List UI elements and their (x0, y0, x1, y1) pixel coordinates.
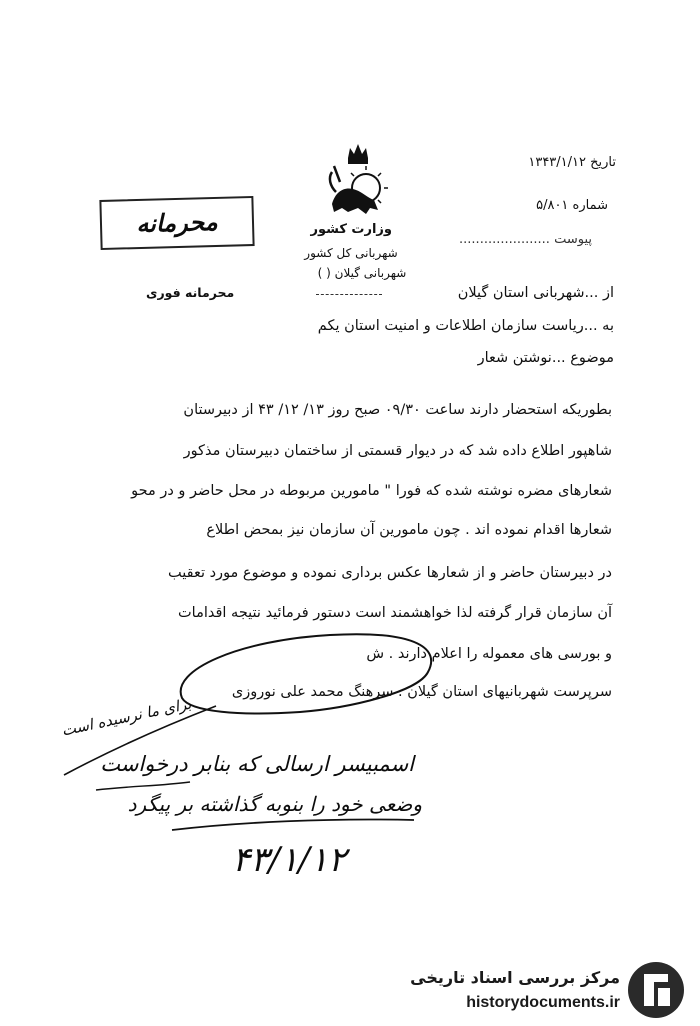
body-line-6: آن سازمان قرار گرفته لذا خواهشمند است دستور فرمائید نتیجه اقدامات (178, 605, 612, 621)
watermark-logo-icon (626, 960, 686, 1020)
watermark-url: historydocuments.ir (466, 994, 620, 1011)
body-line-2: شاهپور اطلاع داده شد که در دیوار قسمتی از ساختمان دبیرستان مذکور (183, 443, 612, 459)
handwritten-date: ۴۳/۱/۱۲ (232, 840, 347, 880)
body-line-3: شعارهای مضره نوشته شده که فورا " مامورین مربوطه در محل حاضر و در محو (131, 483, 612, 499)
letter-number: شماره ۵/۸۰۱ (536, 198, 608, 213)
body-line-5: در دبیرستان حاضر و از شعارها عکس برداری نموده و موضوع مورد تعقیب (168, 565, 612, 581)
watermark-title: مرکز بررسی اسناد تاریخی (410, 968, 620, 987)
to-line: به ...ریاست سازمان اطلاعات و امنیت استان یکم (317, 318, 614, 334)
stamp-text: محرمانه (135, 206, 219, 239)
header-line-2: شهربانی کل کشور (304, 246, 398, 260)
body-line-4: شعارها اقدام نموده اند . چون مامورین آن سازمان نیز بمحض اطلاع (206, 522, 612, 538)
from-line: از ...شهربانی استان گیلان (457, 285, 614, 301)
handwritten-note-line-1: اسمبیسر ارسالی که بنابر درخواست (100, 752, 414, 776)
signature-line: سرپرست شهربانیهای استان گیلان . سرهنگ محمد علی نوروزی (231, 684, 612, 700)
body-line-1: بطوریکه استحضار دارند ساعت ۰۹/۳۰ صبح روز ۱۳/ ۱۲/ ۴۳ از دبیرستان (183, 402, 612, 418)
handwritten-note-line-2: وضعی خود را بنوبه گذاشته بر پیگرد (127, 792, 422, 816)
confidential-label: محرمانه فوری (146, 285, 235, 300)
body-line-7: و بورسی های معموله را اعلام دارند . ش (366, 646, 612, 662)
ministry-title: وزارت کشور (310, 222, 392, 237)
letter-date: تاریخ ۱۳۴۳/۱/۱۲ (528, 155, 616, 170)
subject-line: موضوع ...نوشتن شعار (477, 350, 614, 366)
header-line-3: شهربانی گیلان ( ) (317, 266, 407, 280)
handwritten-note-margin: برای ما نرسیده است (60, 694, 193, 740)
attachment-field: پیوست ...................... (459, 232, 592, 247)
